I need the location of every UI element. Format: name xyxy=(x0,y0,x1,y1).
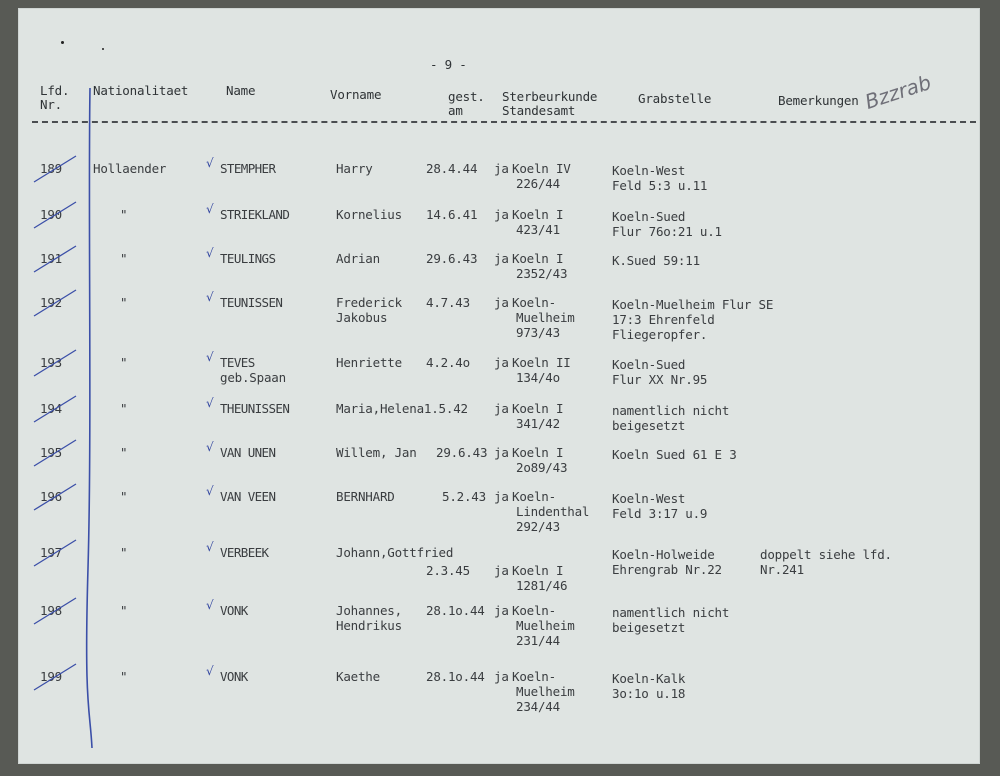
header-bemerkungen: Bemerkungen xyxy=(778,93,859,108)
strike-mark xyxy=(34,396,76,422)
surname-extra: geb.Spaan xyxy=(220,370,286,385)
certificate-flag: ja xyxy=(494,295,509,310)
registry-office: Koeln I xyxy=(512,563,564,578)
checkmark-icon: √ xyxy=(206,664,214,678)
nationality: " xyxy=(120,401,128,416)
strike-mark xyxy=(34,664,76,690)
header-gest: gest. xyxy=(448,89,485,104)
certificate-flag: ja xyxy=(494,161,509,176)
strike-mark xyxy=(34,290,76,316)
header-am: am xyxy=(448,103,463,118)
checkmark-icon: √ xyxy=(206,350,214,364)
grave-site: Koeln-West xyxy=(612,163,686,178)
nationality: " xyxy=(120,207,128,222)
header-sterbeurkunde: Sterbeurkunde xyxy=(502,89,598,104)
death-date: 29.6.43 xyxy=(426,251,478,266)
nationality: " xyxy=(120,355,128,370)
strike-mark xyxy=(34,484,76,510)
given-name-extra: Hendrikus xyxy=(336,618,402,633)
certificate-flag: ja xyxy=(494,603,509,618)
nationality: " xyxy=(120,545,128,560)
grave-site-line2: 3o:1o u.18 xyxy=(612,686,686,701)
registry-office: Koeln IV xyxy=(512,161,571,176)
registry-office: Koeln I xyxy=(512,251,564,266)
registry-office-line3: 231/44 xyxy=(516,633,560,648)
death-date: 28.4.44 xyxy=(426,161,478,176)
certificate-flag: ja xyxy=(494,355,509,370)
checkmark-icon: √ xyxy=(206,598,214,612)
registry-office: Koeln I xyxy=(512,445,564,460)
row-number: 192 xyxy=(40,295,62,310)
pencil-annotation: Bzzrab xyxy=(861,70,934,114)
given-name: Willem, Jan xyxy=(336,445,417,460)
registry-office: Koeln I xyxy=(512,207,564,222)
registry-office: Koeln II xyxy=(512,355,571,370)
row-number: 193 xyxy=(40,355,62,370)
page-number: - 9 - xyxy=(430,57,467,72)
strike-mark xyxy=(34,246,76,272)
row-number: 198 xyxy=(40,603,62,618)
grave-site-line2: Feld 5:3 u.11 xyxy=(612,178,708,193)
header-standesamt: Standesamt xyxy=(502,103,576,118)
registry-office: Koeln- xyxy=(512,295,556,310)
grave-site: K.Sued 59:11 xyxy=(612,253,700,268)
registry-office: Koeln- xyxy=(512,669,556,684)
header-nr: Nr. xyxy=(40,97,62,112)
nationality: " xyxy=(120,489,128,504)
surname: VONK xyxy=(220,603,248,618)
row-number: 191 xyxy=(40,251,62,266)
checkmark-icon: √ xyxy=(206,290,214,304)
given-name: BERNHARD xyxy=(336,489,395,504)
given-name: Frederick xyxy=(336,295,402,310)
given-name: Johann,Gottfried xyxy=(336,545,454,560)
strike-mark xyxy=(34,440,76,466)
row-number: 195 xyxy=(40,445,62,460)
row-number: 197 xyxy=(40,545,62,560)
checkmark-icon: √ xyxy=(206,540,214,554)
header-name: Name xyxy=(226,83,256,98)
registry-office-line2: 134/4o xyxy=(516,370,560,385)
grave-site: Koeln-West xyxy=(612,491,686,506)
checkmark-icon: √ xyxy=(206,202,214,216)
header-lfd: Lfd. xyxy=(40,83,70,98)
registry-office-line2: Muelheim xyxy=(516,618,575,633)
surname: STRIEKLAND xyxy=(220,207,290,222)
grave-site: Koeln Sued 61 E 3 xyxy=(612,447,737,462)
death-date: 4.7.43 xyxy=(426,295,470,310)
grave-site-line2: Flur XX Nr.95 xyxy=(612,372,708,387)
checkmark-icon: √ xyxy=(206,156,214,170)
given-name: Henriette xyxy=(336,355,402,370)
strike-mark xyxy=(34,598,76,624)
nationality: " xyxy=(120,251,128,266)
strike-mark xyxy=(34,540,76,566)
checkmark-icon: √ xyxy=(206,396,214,410)
nationality: " xyxy=(120,295,128,310)
registry-office-line2: 2352/43 xyxy=(516,266,568,281)
registry-office-line3: 973/43 xyxy=(516,325,560,340)
surname: TEVES xyxy=(220,355,255,370)
registry-office-line2: 2o89/43 xyxy=(516,460,568,475)
registry-office-line3: 292/43 xyxy=(516,519,560,534)
grave-site: Koeln-Sued xyxy=(612,357,686,372)
grave-site: Koeln-Muelheim Flur SE xyxy=(612,297,774,312)
death-date: 4.2.4o xyxy=(426,355,470,370)
death-date: 28.1o.44 xyxy=(426,603,485,618)
margin-pencil-line xyxy=(87,88,92,748)
given-name: Johannes, xyxy=(336,603,402,618)
death-date: 14.6.41 xyxy=(426,207,478,222)
surname: VERBEEK xyxy=(220,545,269,560)
given-name: Harry xyxy=(336,161,373,176)
given-name: Kaethe xyxy=(336,669,380,684)
grave-site-line2: Flur 76o:21 u.1 xyxy=(612,224,722,239)
death-date: 5.2.43 xyxy=(442,489,486,504)
registry-office: Koeln- xyxy=(512,603,556,618)
grave-site-line2: Feld 3:17 u.9 xyxy=(612,506,708,521)
certificate-flag: ja xyxy=(494,251,509,266)
ink-markings xyxy=(18,8,980,764)
row-number: 196 xyxy=(40,489,62,504)
grave-site: Koeln-Holweide xyxy=(612,547,715,562)
grave-site-line2: 17:3 Ehrenfeld xyxy=(612,312,715,327)
registry-office-line3: 234/44 xyxy=(516,699,560,714)
given-name: Maria,Helena1.5.42 xyxy=(336,401,468,416)
given-name-extra: Jakobus xyxy=(336,310,388,325)
certificate-flag: ja xyxy=(494,563,509,578)
registry-office-line2: 423/41 xyxy=(516,222,560,237)
death-date: 2.3.45 xyxy=(426,563,470,578)
given-name: Kornelius xyxy=(336,207,402,222)
nationality: " xyxy=(120,669,128,684)
checkmark-icon: √ xyxy=(206,246,214,260)
remark: doppelt siehe lfd. xyxy=(760,547,892,562)
row-number: 199 xyxy=(40,669,62,684)
grave-site-line2: Ehrengrab Nr.22 xyxy=(612,562,722,577)
registry-office-line2: Lindenthal xyxy=(516,504,590,519)
registry-office-line2: 341/42 xyxy=(516,416,560,431)
row-number: 190 xyxy=(40,207,62,222)
grave-site-line2: beigesetzt xyxy=(612,418,686,433)
strike-mark xyxy=(34,156,76,182)
surname: TEULINGS xyxy=(220,251,276,266)
certificate-flag: ja xyxy=(494,207,509,222)
grave-site: Koeln-Sued xyxy=(612,209,686,224)
registry-office-line2: 226/44 xyxy=(516,176,560,191)
row-number: 189 xyxy=(40,161,62,176)
grave-site-line3: Fliegeropfer. xyxy=(612,327,708,342)
registry-office-line2: Muelheim xyxy=(516,684,575,699)
remark-line2: Nr.241 xyxy=(760,562,804,577)
grave-site: Koeln-Kalk xyxy=(612,671,686,686)
row-number: 194 xyxy=(40,401,62,416)
nationality: " xyxy=(120,603,128,618)
surname: THEUNISSEN xyxy=(220,401,290,416)
grave-site: namentlich nicht xyxy=(612,403,730,418)
surname: STEMPHER xyxy=(220,161,276,176)
registry-office: Koeln- xyxy=(512,489,556,504)
surname: TEUNISSEN xyxy=(220,295,283,310)
strike-mark xyxy=(34,350,76,376)
certificate-flag: ja xyxy=(494,669,509,684)
nationality: Hollaender xyxy=(93,161,167,176)
nationality: " xyxy=(120,445,128,460)
registry-office-line2: 1281/46 xyxy=(516,578,568,593)
given-name: Adrian xyxy=(336,251,380,266)
surname: VAN UNEN xyxy=(220,445,276,460)
checkmark-icon: √ xyxy=(206,484,214,498)
strike-mark xyxy=(34,202,76,228)
surname: VONK xyxy=(220,669,248,684)
certificate-flag: ja xyxy=(494,445,509,460)
checkmark-icon: √ xyxy=(206,440,214,454)
grave-site-line2: beigesetzt xyxy=(612,620,686,635)
grave-site: namentlich nicht xyxy=(612,605,730,620)
death-date: 28.1o.44 xyxy=(426,669,485,684)
certificate-flag: ja xyxy=(494,489,509,504)
document-page xyxy=(18,8,980,764)
registry-office: Koeln I xyxy=(512,401,564,416)
death-date: 29.6.43 xyxy=(436,445,488,460)
surname: VAN VEEN xyxy=(220,489,276,504)
header-vorname: Vorname xyxy=(330,87,382,102)
header-nationalitaet: Nationalitaet xyxy=(93,83,189,98)
registry-office-line2: Muelheim xyxy=(516,310,575,325)
certificate-flag: ja xyxy=(494,401,509,416)
header-grabstelle: Grabstelle xyxy=(638,91,712,106)
